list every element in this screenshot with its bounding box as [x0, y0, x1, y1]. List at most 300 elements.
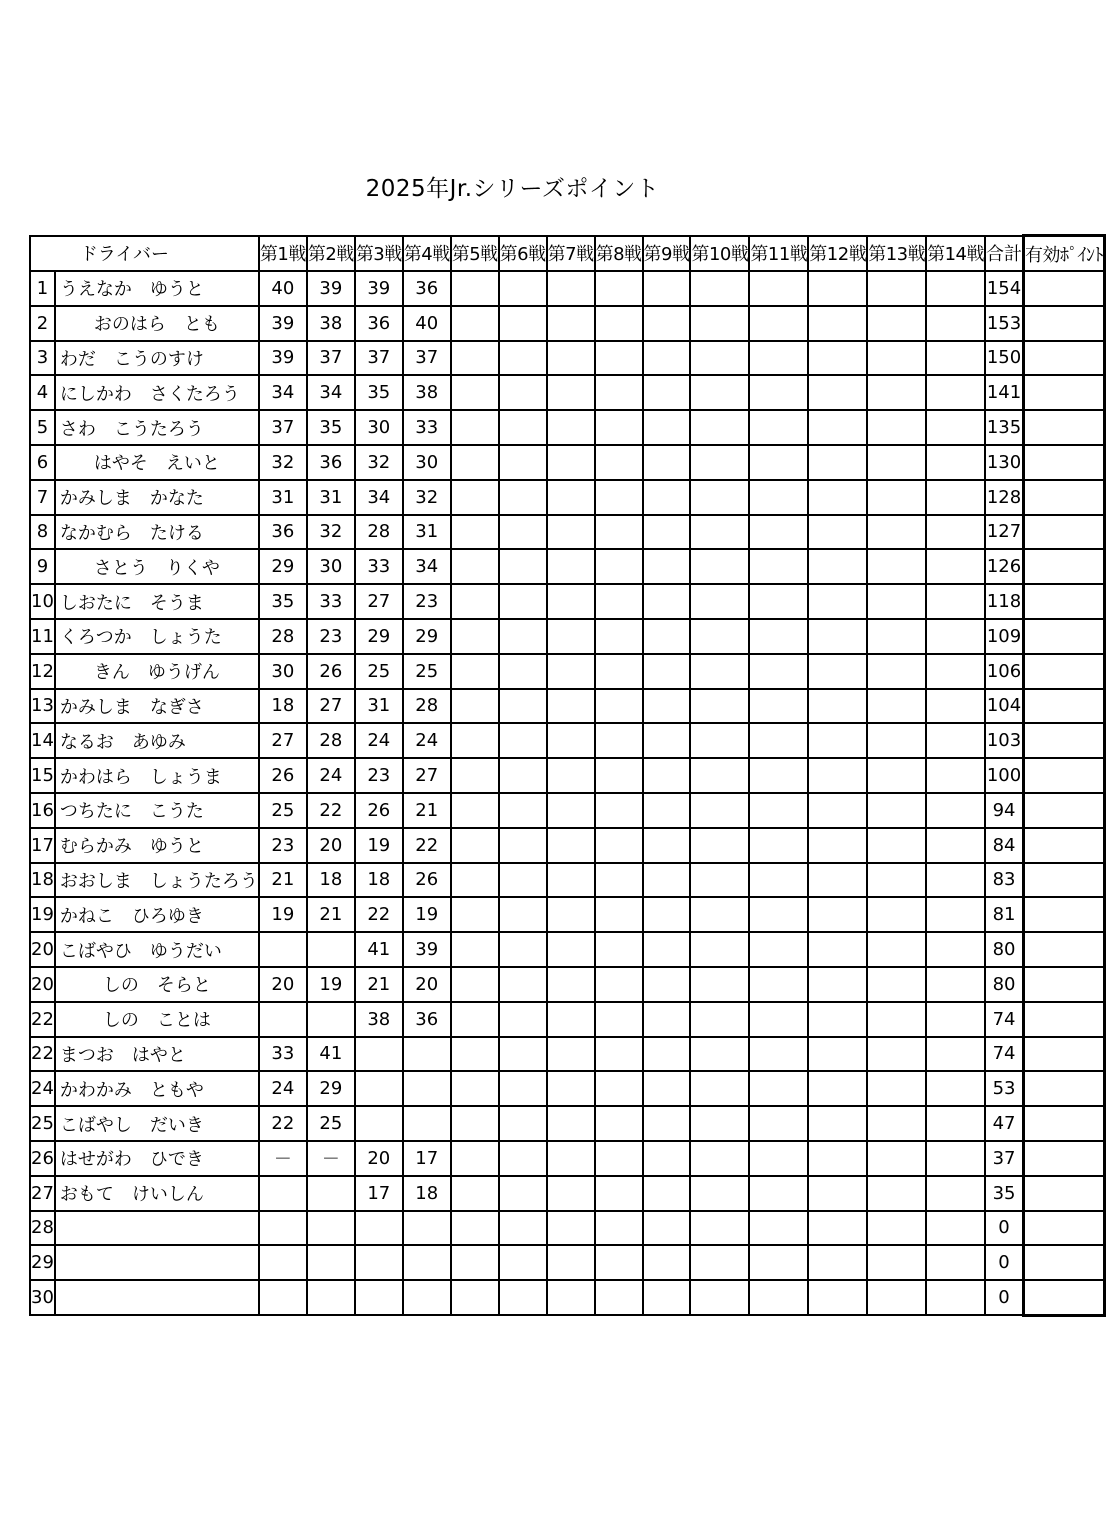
race-7-score-cell — [547, 793, 595, 828]
race-13-score-cell — [867, 828, 926, 863]
effective-points-cell — [1024, 619, 1105, 654]
race-2-score-cell: 20 — [307, 828, 355, 863]
header-race-10: 第10戦 — [690, 236, 749, 272]
rank-cell: 8 — [30, 515, 55, 550]
race-5-score-cell — [451, 654, 499, 689]
race-11-score-cell — [749, 306, 808, 341]
race-1-score-cell: 30 — [259, 654, 307, 689]
table-row — [30, 793, 1105, 828]
effective-points-cell — [1024, 689, 1105, 724]
effective-points-cell — [1024, 1245, 1105, 1280]
race-9-score-cell — [643, 1211, 691, 1246]
race-10-score-cell — [690, 341, 749, 376]
race-7-score-cell — [547, 1071, 595, 1106]
race-13-score-cell — [867, 480, 926, 515]
race-6-score-cell — [499, 1071, 547, 1106]
race-10-score-cell — [690, 863, 749, 898]
race-12-score-cell — [808, 654, 867, 689]
race-1-score-cell — [259, 1176, 307, 1211]
effective-points-cell — [1024, 306, 1105, 341]
race-10-score-cell — [690, 549, 749, 584]
race-8-score-cell — [595, 863, 643, 898]
race-10-score-cell — [690, 410, 749, 445]
header-race-2: 第2戦 — [307, 236, 355, 272]
driver-name-cell: はやそ えいと — [55, 445, 259, 480]
race-14-score-cell — [926, 967, 985, 1002]
race-14-score-cell — [926, 932, 985, 967]
race-6-score-cell — [499, 793, 547, 828]
race-5-score-cell — [451, 410, 499, 445]
race-2-score-cell: 18 — [307, 863, 355, 898]
effective-points-cell — [1024, 1071, 1105, 1106]
effective-points-cell — [1024, 1141, 1105, 1176]
race-1-score-cell: 31 — [259, 480, 307, 515]
effective-points-cell — [1024, 445, 1105, 480]
race-5-score-cell — [451, 1211, 499, 1246]
race-4-score-cell — [403, 1071, 451, 1106]
effective-points-cell — [1024, 828, 1105, 863]
total-cell: 100 — [985, 758, 1024, 793]
driver-name-cell: うえなか ゆうと — [55, 271, 259, 306]
race-14-score-cell — [926, 758, 985, 793]
race-9-score-cell — [643, 1002, 691, 1037]
race-6-score-cell — [499, 1141, 547, 1176]
race-12-score-cell — [808, 306, 867, 341]
race-12-score-cell — [808, 793, 867, 828]
table-row — [30, 1211, 1105, 1246]
race-7-score-cell — [547, 828, 595, 863]
total-cell: 126 — [985, 549, 1024, 584]
header-race-3: 第3戦 — [355, 236, 403, 272]
race-3-score-cell: 26 — [355, 793, 403, 828]
race-11-score-cell — [749, 689, 808, 724]
race-10-score-cell — [690, 1211, 749, 1246]
race-11-score-cell — [749, 1141, 808, 1176]
race-8-score-cell — [595, 549, 643, 584]
race-10-score-cell — [690, 793, 749, 828]
race-3-score-cell: 19 — [355, 828, 403, 863]
race-13-score-cell — [867, 271, 926, 306]
table-row — [30, 515, 1105, 550]
effective-points-cell — [1024, 341, 1105, 376]
table-row — [30, 1106, 1105, 1141]
driver-name-cell: わだ こうのすけ — [55, 341, 259, 376]
race-10-score-cell — [690, 1176, 749, 1211]
race-2-score-cell: 26 — [307, 654, 355, 689]
rank-cell: 3 — [30, 341, 55, 376]
effective-points-cell — [1024, 271, 1105, 306]
race-10-score-cell — [690, 306, 749, 341]
race-1-score-cell: 23 — [259, 828, 307, 863]
race-14-score-cell — [926, 1037, 985, 1072]
race-1-score-cell: 22 — [259, 1106, 307, 1141]
race-4-score-cell: 27 — [403, 758, 451, 793]
race-13-score-cell — [867, 375, 926, 410]
race-4-score-cell: 36 — [403, 271, 451, 306]
effective-points-cell — [1024, 515, 1105, 550]
race-14-score-cell — [926, 619, 985, 654]
race-8-score-cell — [595, 1141, 643, 1176]
race-13-score-cell — [867, 723, 926, 758]
driver-name-cell: つちたに こうた — [55, 793, 259, 828]
race-13-score-cell — [867, 1141, 926, 1176]
race-8-score-cell — [595, 897, 643, 932]
total-cell: 80 — [985, 932, 1024, 967]
race-10-score-cell — [690, 619, 749, 654]
race-14-score-cell — [926, 723, 985, 758]
race-11-score-cell — [749, 445, 808, 480]
race-7-score-cell — [547, 758, 595, 793]
table-row — [30, 1071, 1105, 1106]
race-10-score-cell — [690, 758, 749, 793]
race-1-score-cell: 27 — [259, 723, 307, 758]
race-5-score-cell — [451, 375, 499, 410]
race-8-score-cell — [595, 271, 643, 306]
race-2-score-cell — [307, 1002, 355, 1037]
race-6-score-cell — [499, 515, 547, 550]
race-11-score-cell — [749, 549, 808, 584]
rank-cell: 4 — [30, 375, 55, 410]
rank-cell: 2 — [30, 306, 55, 341]
race-3-score-cell: 22 — [355, 897, 403, 932]
race-12-score-cell — [808, 480, 867, 515]
rank-cell: 22 — [30, 1002, 55, 1037]
table-row — [30, 445, 1105, 480]
total-cell: 80 — [985, 967, 1024, 1002]
race-8-score-cell — [595, 1037, 643, 1072]
race-11-score-cell — [749, 828, 808, 863]
race-2-score-cell: 28 — [307, 723, 355, 758]
race-12-score-cell — [808, 341, 867, 376]
race-1-score-cell: 36 — [259, 515, 307, 550]
total-cell: 0 — [985, 1245, 1024, 1280]
race-2-score-cell: 29 — [307, 1071, 355, 1106]
race-13-score-cell — [867, 654, 926, 689]
effective-points-cell — [1024, 480, 1105, 515]
race-10-score-cell — [690, 654, 749, 689]
rank-cell: 30 — [30, 1280, 55, 1315]
race-13-score-cell — [867, 793, 926, 828]
table-row — [30, 480, 1105, 515]
race-3-score-cell: 37 — [355, 341, 403, 376]
race-2-score-cell: 36 — [307, 445, 355, 480]
driver-name-cell — [55, 1211, 259, 1246]
race-13-score-cell — [867, 619, 926, 654]
race-2-score-cell: 22 — [307, 793, 355, 828]
race-5-score-cell — [451, 1106, 499, 1141]
race-5-score-cell — [451, 828, 499, 863]
race-7-score-cell — [547, 1037, 595, 1072]
header-race-5: 第5戦 — [451, 236, 499, 272]
rank-cell: 9 — [30, 549, 55, 584]
total-cell: 94 — [985, 793, 1024, 828]
race-9-score-cell — [643, 445, 691, 480]
points-table — [29, 234, 1106, 1317]
race-7-score-cell — [547, 689, 595, 724]
driver-name-cell: かみしま なぎさ — [55, 689, 259, 724]
race-4-score-cell: 37 — [403, 341, 451, 376]
race-13-score-cell — [867, 1106, 926, 1141]
race-7-score-cell — [547, 654, 595, 689]
race-6-score-cell — [499, 863, 547, 898]
race-13-score-cell — [867, 1245, 926, 1280]
race-9-score-cell — [643, 1245, 691, 1280]
effective-points-cell — [1024, 723, 1105, 758]
race-1-score-cell: 18 — [259, 689, 307, 724]
race-13-score-cell — [867, 1037, 926, 1072]
driver-name-cell: かみしま かなた — [55, 480, 259, 515]
effective-points-cell — [1024, 932, 1105, 967]
table-row — [30, 758, 1105, 793]
race-4-score-cell: 24 — [403, 723, 451, 758]
rank-cell: 16 — [30, 793, 55, 828]
rank-cell: 5 — [30, 410, 55, 445]
rank-cell: 20 — [30, 932, 55, 967]
race-2-score-cell: 32 — [307, 515, 355, 550]
total-cell: 104 — [985, 689, 1024, 724]
table-row — [30, 1280, 1105, 1315]
driver-name-cell: かわかみ ともや — [55, 1071, 259, 1106]
header-total: 合計 — [985, 236, 1024, 272]
effective-points-cell — [1024, 793, 1105, 828]
race-4-score-cell: 34 — [403, 549, 451, 584]
race-6-score-cell — [499, 1176, 547, 1211]
race-9-score-cell — [643, 549, 691, 584]
total-cell: 127 — [985, 515, 1024, 550]
table-row — [30, 1141, 1105, 1176]
race-3-score-cell: 36 — [355, 306, 403, 341]
race-8-score-cell — [595, 619, 643, 654]
race-1-score-cell: 37 — [259, 410, 307, 445]
race-6-score-cell — [499, 341, 547, 376]
race-7-score-cell — [547, 1141, 595, 1176]
race-9-score-cell — [643, 689, 691, 724]
header-race-1: 第1戦 — [259, 236, 307, 272]
race-1-score-cell — [259, 1245, 307, 1280]
race-9-score-cell — [643, 306, 691, 341]
header-driver: ドライバー — [30, 236, 259, 272]
race-2-score-cell: 39 — [307, 271, 355, 306]
race-5-score-cell — [451, 1071, 499, 1106]
race-4-score-cell — [403, 1037, 451, 1072]
race-4-score-cell: 28 — [403, 689, 451, 724]
total-cell: 35 — [985, 1176, 1024, 1211]
race-6-score-cell — [499, 654, 547, 689]
race-9-score-cell — [643, 1071, 691, 1106]
race-7-score-cell — [547, 932, 595, 967]
race-1-score-cell: 19 — [259, 897, 307, 932]
race-11-score-cell — [749, 480, 808, 515]
race-2-score-cell: 21 — [307, 897, 355, 932]
driver-name-cell: むらかみ ゆうと — [55, 828, 259, 863]
total-cell: 37 — [985, 1141, 1024, 1176]
race-14-score-cell — [926, 271, 985, 306]
driver-name-cell: しの ことは — [55, 1002, 259, 1037]
driver-name-cell: こばやひ ゆうだい — [55, 932, 259, 967]
race-12-score-cell — [808, 723, 867, 758]
race-8-score-cell — [595, 480, 643, 515]
race-11-score-cell — [749, 1071, 808, 1106]
race-6-score-cell — [499, 689, 547, 724]
race-7-score-cell — [547, 897, 595, 932]
table-row — [30, 689, 1105, 724]
effective-points-cell — [1024, 654, 1105, 689]
race-3-score-cell — [355, 1280, 403, 1315]
race-6-score-cell — [499, 375, 547, 410]
header-race-4: 第4戦 — [403, 236, 451, 272]
rank-cell: 28 — [30, 1211, 55, 1246]
rank-cell: 11 — [30, 619, 55, 654]
race-4-score-cell: 38 — [403, 375, 451, 410]
race-9-score-cell — [643, 1106, 691, 1141]
table-row — [30, 410, 1105, 445]
race-1-score-cell — [259, 932, 307, 967]
header-row — [30, 236, 1105, 272]
total-cell: 74 — [985, 1037, 1024, 1072]
race-3-score-cell: 35 — [355, 375, 403, 410]
effective-points-cell — [1024, 863, 1105, 898]
race-2-score-cell: 37 — [307, 341, 355, 376]
race-5-score-cell — [451, 689, 499, 724]
race-8-score-cell — [595, 1176, 643, 1211]
race-10-score-cell — [690, 1071, 749, 1106]
table-row — [30, 863, 1105, 898]
effective-points-cell — [1024, 897, 1105, 932]
race-2-score-cell: － — [307, 1141, 355, 1176]
race-3-score-cell: 31 — [355, 689, 403, 724]
race-10-score-cell — [690, 828, 749, 863]
race-12-score-cell — [808, 897, 867, 932]
race-2-score-cell: 25 — [307, 1106, 355, 1141]
rank-cell: 25 — [30, 1106, 55, 1141]
race-6-score-cell — [499, 1106, 547, 1141]
race-2-score-cell: 24 — [307, 758, 355, 793]
race-7-score-cell — [547, 1280, 595, 1315]
race-11-score-cell — [749, 1002, 808, 1037]
effective-points-cell — [1024, 1280, 1105, 1315]
race-1-score-cell: 21 — [259, 863, 307, 898]
rank-cell: 6 — [30, 445, 55, 480]
driver-name-cell: しの そらと — [55, 967, 259, 1002]
effective-points-cell — [1024, 1037, 1105, 1072]
race-7-score-cell — [547, 515, 595, 550]
table-row — [30, 1037, 1105, 1072]
race-11-score-cell — [749, 723, 808, 758]
table-row — [30, 375, 1105, 410]
race-11-score-cell — [749, 897, 808, 932]
race-3-score-cell: 18 — [355, 863, 403, 898]
race-11-score-cell — [749, 967, 808, 1002]
effective-points-cell — [1024, 1211, 1105, 1246]
race-11-score-cell — [749, 410, 808, 445]
race-12-score-cell — [808, 1071, 867, 1106]
race-7-score-cell — [547, 341, 595, 376]
race-13-score-cell — [867, 341, 926, 376]
race-6-score-cell — [499, 828, 547, 863]
race-10-score-cell — [690, 1106, 749, 1141]
race-6-score-cell — [499, 1280, 547, 1315]
race-3-score-cell: 34 — [355, 480, 403, 515]
table-row — [30, 549, 1105, 584]
race-5-score-cell — [451, 445, 499, 480]
race-3-score-cell: 24 — [355, 723, 403, 758]
race-6-score-cell — [499, 1245, 547, 1280]
table-row — [30, 619, 1105, 654]
race-8-score-cell — [595, 1245, 643, 1280]
race-4-score-cell — [403, 1106, 451, 1141]
race-1-score-cell: 39 — [259, 306, 307, 341]
race-11-score-cell — [749, 1106, 808, 1141]
driver-name-cell: おのはら とも — [55, 306, 259, 341]
race-14-score-cell — [926, 1176, 985, 1211]
rank-cell: 13 — [30, 689, 55, 724]
effective-points-cell — [1024, 758, 1105, 793]
total-cell: 81 — [985, 897, 1024, 932]
race-11-score-cell — [749, 793, 808, 828]
race-2-score-cell: 27 — [307, 689, 355, 724]
rank-cell: 20 — [30, 967, 55, 1002]
race-5-score-cell — [451, 1037, 499, 1072]
race-4-score-cell — [403, 1211, 451, 1246]
race-8-score-cell — [595, 1106, 643, 1141]
race-13-score-cell — [867, 1002, 926, 1037]
race-8-score-cell — [595, 1211, 643, 1246]
race-5-score-cell — [451, 863, 499, 898]
table-row — [30, 584, 1105, 619]
race-10-score-cell — [690, 584, 749, 619]
rank-cell: 10 — [30, 584, 55, 619]
race-3-score-cell: 29 — [355, 619, 403, 654]
race-4-score-cell: 21 — [403, 793, 451, 828]
race-7-score-cell — [547, 863, 595, 898]
driver-name-cell: くろつか しょうた — [55, 619, 259, 654]
race-8-score-cell — [595, 793, 643, 828]
race-7-score-cell — [547, 619, 595, 654]
header-race-6: 第6戦 — [499, 236, 547, 272]
race-6-score-cell — [499, 1211, 547, 1246]
race-1-score-cell: 29 — [259, 549, 307, 584]
total-cell: 103 — [985, 723, 1024, 758]
effective-points-cell — [1024, 375, 1105, 410]
race-9-score-cell — [643, 932, 691, 967]
race-9-score-cell — [643, 828, 691, 863]
rank-cell: 1 — [30, 271, 55, 306]
table-row — [30, 654, 1105, 689]
race-14-score-cell — [926, 689, 985, 724]
race-2-score-cell: 35 — [307, 410, 355, 445]
race-3-score-cell — [355, 1245, 403, 1280]
race-8-score-cell — [595, 758, 643, 793]
race-2-score-cell — [307, 1280, 355, 1315]
race-10-score-cell — [690, 480, 749, 515]
race-3-score-cell: 41 — [355, 932, 403, 967]
race-14-score-cell — [926, 1106, 985, 1141]
race-6-score-cell — [499, 897, 547, 932]
rank-cell: 18 — [30, 863, 55, 898]
race-12-score-cell — [808, 1280, 867, 1315]
driver-name-cell: しおたに そうま — [55, 584, 259, 619]
race-13-score-cell — [867, 897, 926, 932]
header-race-9: 第9戦 — [643, 236, 691, 272]
race-12-score-cell — [808, 758, 867, 793]
race-4-score-cell: 22 — [403, 828, 451, 863]
race-3-score-cell: 33 — [355, 549, 403, 584]
race-14-score-cell — [926, 1211, 985, 1246]
total-cell: 84 — [985, 828, 1024, 863]
table-row — [30, 828, 1105, 863]
effective-points-cell — [1024, 1176, 1105, 1211]
race-10-score-cell — [690, 689, 749, 724]
